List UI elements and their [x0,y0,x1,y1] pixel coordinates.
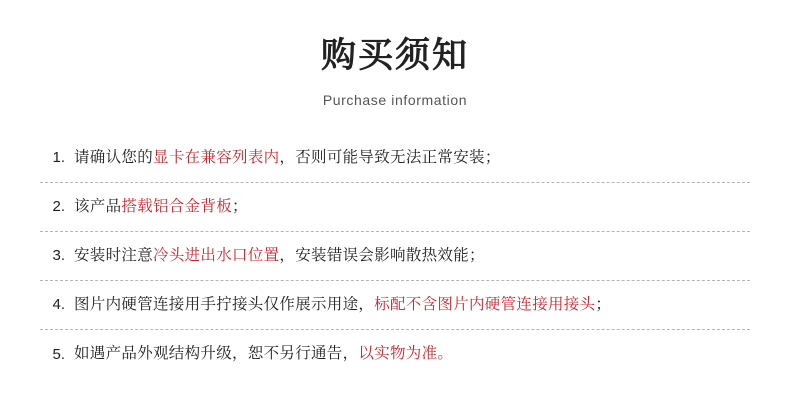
notice-plain-text: 该产品 [74,197,122,215]
notice-item [40,134,750,183]
notice-plain-text: 图片内硬管连接用手拧接头仅作展示用途， [74,295,375,313]
notice-item-number: 2. [52,198,65,216]
notice-plain-text: ； [232,197,248,215]
notice-item-number: 5. [52,345,65,363]
notice-item-text [74,343,750,365]
notice-item-number: 1. [52,149,65,167]
notice-highlight-text: 以实物为准。 [358,345,454,363]
notice-item [40,232,750,281]
page-title: 购买须知 [320,36,469,75]
notice-highlight-text: 冷头进出水口位置 [153,246,280,264]
notice-item-text [74,147,750,169]
notice-plain-text: 安装时注意 [74,246,154,264]
notice-item-text [74,196,750,218]
notice-item-number: 4. [52,296,65,314]
notice-plain-text: 如遇产品外观结构升级，恕不另行通告， [74,345,359,363]
notice-item-number: 3. [52,247,65,265]
notice-plain-text: ，安装错误会影响散热效能； [279,246,485,264]
notice-list [40,134,750,379]
notice-highlight-text: 标配不含图片内硬管连接用接头 [374,295,596,313]
notice-plain-text: ，否则可能导致无法正常安装； [279,148,501,166]
page-header [0,0,790,108]
notice-highlight-text: 搭载铝合金背板 [121,197,233,215]
notice-item [40,281,750,330]
page-subtitle: Purchase information [322,91,468,108]
notice-item-text [74,245,750,267]
notice-item [40,183,750,232]
notice-item [40,330,750,379]
notice-plain-text: ； [595,295,612,313]
notice-highlight-text: 显卡在兼容列表内 [153,148,280,166]
notice-plain-text: 请确认您的 [74,148,154,166]
notice-item-text [74,294,750,316]
